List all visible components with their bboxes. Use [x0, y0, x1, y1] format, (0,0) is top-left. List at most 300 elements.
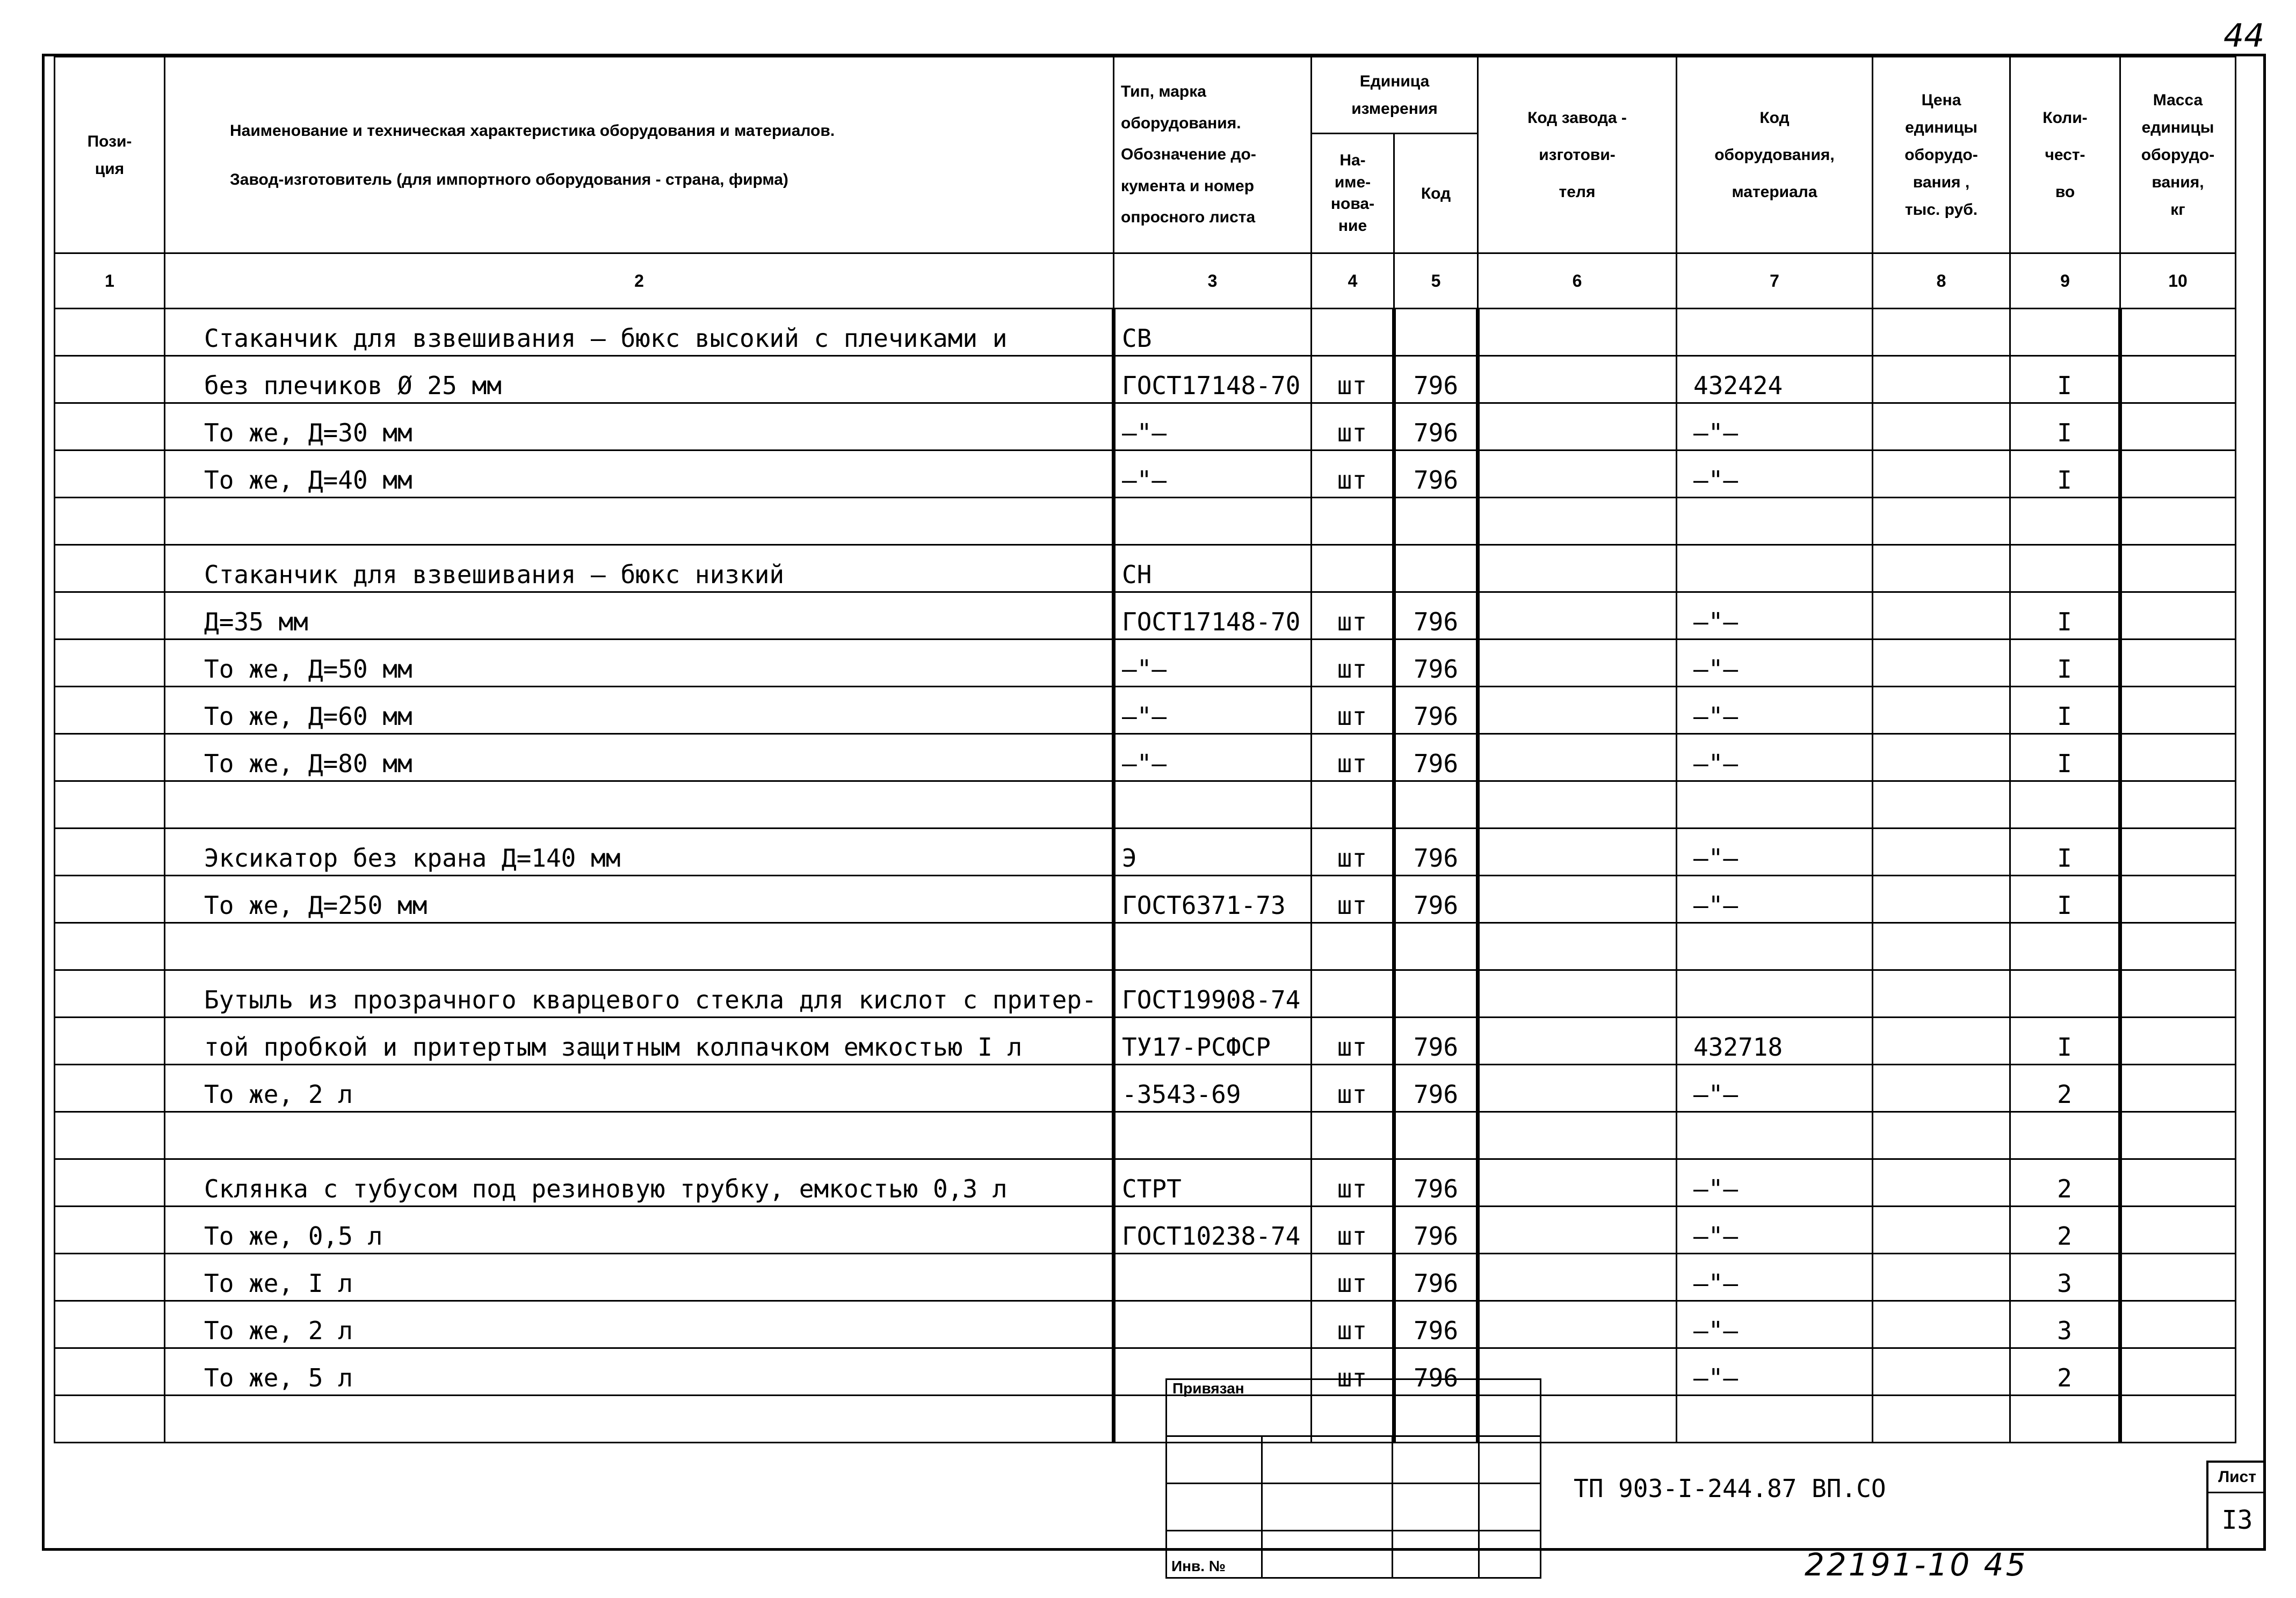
- mass-cell: [2120, 1301, 2236, 1348]
- plant-code-cell: [1478, 970, 1677, 1018]
- material-code-cell: –"–: [1677, 1065, 1873, 1112]
- unit-code-cell: 796: [1394, 734, 1478, 781]
- price-cell: [1873, 1018, 2010, 1065]
- plant-code-cell: [1478, 781, 1677, 829]
- material-code-cell: –"–: [1677, 876, 1873, 923]
- type-cell: [1114, 923, 1312, 970]
- price-cell: [1873, 356, 2010, 403]
- type-cell: СТРТ: [1114, 1159, 1312, 1207]
- colnum-3: 3: [1114, 253, 1312, 309]
- mass-cell: [2120, 309, 2236, 356]
- pos-cell: [55, 1065, 165, 1112]
- stamp-cell: [1392, 1436, 1479, 1484]
- table-row: [55, 545, 2236, 592]
- unit-code-cell: [1394, 309, 1478, 356]
- price-cell: [1873, 1396, 2010, 1443]
- name-cell: То же, 0,5 л: [165, 1207, 1114, 1254]
- unit-code-cell: 796: [1394, 876, 1478, 923]
- name-cell: То же, Д=80 мм: [165, 734, 1114, 781]
- header-unit-group: Единица измерения: [1312, 57, 1478, 134]
- plant-code-cell: [1478, 451, 1677, 498]
- pos-cell: [55, 1159, 165, 1207]
- table-row: [55, 592, 2236, 640]
- plant-code-cell: [1478, 1065, 1677, 1112]
- material-code-cell: –"–: [1677, 451, 1873, 498]
- unit-name-cell: шт: [1312, 876, 1394, 923]
- unit-name-cell: [1312, 498, 1394, 545]
- material-code-cell: 432718: [1677, 1018, 1873, 1065]
- plant-code-cell: [1478, 592, 1677, 640]
- price-cell: [1873, 1159, 2010, 1207]
- price-cell: [1873, 1112, 2010, 1159]
- colnum-10: 10: [2120, 253, 2236, 309]
- material-code-cell: –"–: [1677, 403, 1873, 451]
- header-price: Цена единицы оборудо- вания , тыс. руб.: [1873, 57, 2010, 253]
- unit-name-cell: шт: [1312, 1301, 1394, 1348]
- plant-code-cell: [1478, 498, 1677, 545]
- stamp-cell: [1392, 1531, 1479, 1578]
- price-cell: [1873, 451, 2010, 498]
- pos-cell: [55, 734, 165, 781]
- table-row: [55, 1207, 2236, 1254]
- quantity-cell: 3: [2010, 1301, 2120, 1348]
- quantity-cell: [2010, 309, 2120, 356]
- pos-cell: [55, 356, 165, 403]
- name-cell: То же, Д=40 мм: [165, 451, 1114, 498]
- mass-cell: [2120, 1348, 2236, 1396]
- unit-code-cell: [1394, 1112, 1478, 1159]
- pos-cell: [55, 1348, 165, 1396]
- name-cell: Стаканчик для взвешивания – бюкс низкий: [165, 545, 1114, 592]
- pos-cell: [55, 829, 165, 876]
- pos-cell: [55, 309, 165, 356]
- unit-name-cell: шт: [1312, 592, 1394, 640]
- type-cell: [1114, 498, 1312, 545]
- unit-name-cell: шт: [1312, 1159, 1394, 1207]
- name-cell: [165, 781, 1114, 829]
- stamp-cell: [1392, 1484, 1479, 1531]
- mass-cell: [2120, 1396, 2236, 1443]
- quantity-cell: 2: [2010, 1159, 2120, 1207]
- name-cell: [165, 1396, 1114, 1443]
- name-cell: То же, Д=60 мм: [165, 687, 1114, 734]
- pos-cell: [55, 1254, 165, 1301]
- quantity-cell: I: [2010, 451, 2120, 498]
- price-cell: [1873, 309, 2010, 356]
- type-cell: –"–: [1114, 451, 1312, 498]
- quantity-cell: I: [2010, 640, 2120, 687]
- unit-name-cell: шт: [1312, 1254, 1394, 1301]
- unit-name-cell: шт: [1312, 1207, 1394, 1254]
- quantity-cell: I: [2010, 1018, 2120, 1065]
- material-code-cell: [1677, 498, 1873, 545]
- pos-cell: [55, 687, 165, 734]
- plant-code-cell: [1478, 1301, 1677, 1348]
- plant-code-cell: [1478, 640, 1677, 687]
- quantity-cell: [2010, 781, 2120, 829]
- type-cell: –"–: [1114, 403, 1312, 451]
- quantity-cell: 3: [2010, 1254, 2120, 1301]
- stamp-cell: [1262, 1531, 1392, 1578]
- type-cell: ГОСТ17148-70: [1114, 356, 1312, 403]
- quantity-cell: [2010, 970, 2120, 1018]
- quantity-cell: I: [2010, 687, 2120, 734]
- mass-cell: [2120, 687, 2236, 734]
- unit-code-cell: 796: [1394, 1207, 1478, 1254]
- table-row: [55, 734, 2236, 781]
- quantity-cell: I: [2010, 734, 2120, 781]
- price-cell: [1873, 734, 2010, 781]
- quantity-cell: I: [2010, 356, 2120, 403]
- unit-code-cell: 796: [1394, 1254, 1478, 1301]
- price-cell: [1873, 1301, 2010, 1348]
- name-cell: То же, Д=30 мм: [165, 403, 1114, 451]
- plant-code-cell: [1478, 356, 1677, 403]
- plant-code-cell: [1478, 1112, 1677, 1159]
- plant-code-cell: [1478, 1018, 1677, 1065]
- pos-cell: [55, 1396, 165, 1443]
- plant-code-cell: [1478, 923, 1677, 970]
- plant-code-cell: [1478, 687, 1677, 734]
- price-cell: [1873, 1254, 2010, 1301]
- unit-name-cell: шт: [1312, 1018, 1394, 1065]
- quantity-cell: [2010, 1112, 2120, 1159]
- table-row: [55, 876, 2236, 923]
- unit-name-cell: шт: [1312, 1348, 1394, 1396]
- unit-name-cell: шт: [1312, 356, 1394, 403]
- type-cell: ГОСТ17148-70: [1114, 592, 1312, 640]
- mass-cell: [2120, 592, 2236, 640]
- header-unit-code: Код: [1394, 134, 1478, 253]
- colnum-9: 9: [2010, 253, 2120, 309]
- mass-cell: [2120, 1159, 2236, 1207]
- plant-code-cell: [1478, 403, 1677, 451]
- unit-code-cell: 796: [1394, 403, 1478, 451]
- type-cell: [1114, 781, 1312, 829]
- unit-name-cell: [1312, 1112, 1394, 1159]
- type-cell: [1114, 1112, 1312, 1159]
- name-cell: То же, Д=250 мм: [165, 876, 1114, 923]
- mass-cell: [2120, 734, 2236, 781]
- material-code-cell: –"–: [1677, 687, 1873, 734]
- archive-number: 22191-10 45: [1805, 1546, 2028, 1583]
- material-code-cell: –"–: [1677, 1207, 1873, 1254]
- price-cell: [1873, 970, 2010, 1018]
- pos-cell: [55, 592, 165, 640]
- pos-cell: [55, 876, 165, 923]
- colnum-5: 5: [1394, 253, 1478, 309]
- table-row: [55, 640, 2236, 687]
- pos-cell: [55, 640, 165, 687]
- mass-cell: [2120, 829, 2236, 876]
- stamp-cell: [1479, 1531, 1541, 1578]
- type-cell: –"–: [1114, 640, 1312, 687]
- pos-cell: [55, 1018, 165, 1065]
- plant-code-cell: [1478, 309, 1677, 356]
- name-cell: Эксикатор без крана Д=140 мм: [165, 829, 1114, 876]
- colnum-4: 4: [1312, 253, 1394, 309]
- plant-code-cell: [1478, 1159, 1677, 1207]
- mass-cell: [2120, 781, 2236, 829]
- unit-code-cell: 796: [1394, 592, 1478, 640]
- type-cell: СВ: [1114, 309, 1312, 356]
- unit-code-cell: [1394, 970, 1478, 1018]
- quantity-cell: [2010, 498, 2120, 545]
- material-code-cell: [1677, 545, 1873, 592]
- header-material-code: Код оборудования, материала: [1677, 57, 1873, 253]
- unit-code-cell: [1394, 545, 1478, 592]
- type-cell: Э: [1114, 829, 1312, 876]
- quantity-cell: [2010, 1396, 2120, 1443]
- mass-cell: [2120, 1207, 2236, 1254]
- price-cell: [1873, 403, 2010, 451]
- unit-name-cell: шт: [1312, 451, 1394, 498]
- price-cell: [1873, 829, 2010, 876]
- price-cell: [1873, 781, 2010, 829]
- pos-cell: [55, 1301, 165, 1348]
- quantity-cell: 2: [2010, 1207, 2120, 1254]
- material-code-cell: [1677, 970, 1873, 1018]
- type-cell: ГОСТ10238-74: [1114, 1207, 1312, 1254]
- type-cell: -3543-69: [1114, 1065, 1312, 1112]
- unit-name-cell: шт: [1312, 403, 1394, 451]
- plant-code-cell: [1478, 1207, 1677, 1254]
- unit-name-cell: [1312, 923, 1394, 970]
- material-code-cell: 432424: [1677, 356, 1873, 403]
- header-unit-name: На- име- нова- ние: [1312, 134, 1394, 253]
- pos-cell: [55, 545, 165, 592]
- unit-code-cell: 796: [1394, 829, 1478, 876]
- plant-code-cell: [1478, 734, 1677, 781]
- attachment-stamp: [1165, 1378, 1541, 1579]
- unit-code-cell: [1394, 781, 1478, 829]
- material-code-cell: –"–: [1677, 1159, 1873, 1207]
- header-plant-code: Код завода - изготови- теля: [1478, 57, 1677, 253]
- mass-cell: [2120, 640, 2236, 687]
- material-code-cell: [1677, 1112, 1873, 1159]
- name-cell: Д=35 мм: [165, 592, 1114, 640]
- stamp-cell: [1262, 1484, 1392, 1531]
- pos-cell: [55, 923, 165, 970]
- type-cell: ТУ17-РСФСР: [1114, 1018, 1312, 1065]
- stamp-cell: [1167, 1436, 1262, 1484]
- name-cell: без плечиков Ø 25 мм: [165, 356, 1114, 403]
- pos-cell: [55, 451, 165, 498]
- name-cell: То же, Д=50 мм: [165, 640, 1114, 687]
- type-cell: –"–: [1114, 687, 1312, 734]
- quantity-cell: 2: [2010, 1348, 2120, 1396]
- table-row: [55, 829, 2236, 876]
- stamp-attached-label: Привязан: [1167, 1379, 1541, 1436]
- material-code-cell: [1677, 1396, 1873, 1443]
- table-row: [55, 1018, 2236, 1065]
- material-code-cell: [1677, 923, 1873, 970]
- specification-table: [54, 56, 2236, 1443]
- unit-name-cell: [1312, 309, 1394, 356]
- mass-cell: [2120, 923, 2236, 970]
- plant-code-cell: [1478, 876, 1677, 923]
- table-row: [55, 923, 2236, 970]
- table-row: [55, 970, 2236, 1018]
- price-cell: [1873, 545, 2010, 592]
- plant-code-cell: [1478, 545, 1677, 592]
- price-cell: [1873, 498, 2010, 545]
- mass-cell: [2120, 545, 2236, 592]
- pos-cell: [55, 970, 165, 1018]
- stamp-cell: [1479, 1436, 1541, 1484]
- unit-name-cell: [1312, 781, 1394, 829]
- mass-cell: [2120, 1112, 2236, 1159]
- mass-cell: [2120, 876, 2236, 923]
- unit-code-cell: 796: [1394, 1348, 1478, 1396]
- unit-name-cell: шт: [1312, 1065, 1394, 1112]
- material-code-cell: –"–: [1677, 592, 1873, 640]
- name-cell: [165, 1112, 1114, 1159]
- mass-cell: [2120, 1065, 2236, 1112]
- unit-code-cell: [1394, 923, 1478, 970]
- name-cell: Склянка с тубусом под резиновую трубку, емкостью 0,3 л: [165, 1159, 1114, 1207]
- type-cell: –"–: [1114, 734, 1312, 781]
- material-code-cell: –"–: [1677, 734, 1873, 781]
- material-code-cell: –"–: [1677, 1254, 1873, 1301]
- type-cell: ГОСТ6371-73: [1114, 876, 1312, 923]
- price-cell: [1873, 1065, 2010, 1112]
- price-cell: [1873, 1348, 2010, 1396]
- mass-cell: [2120, 403, 2236, 451]
- colnum-6: 6: [1478, 253, 1677, 309]
- material-code-cell: [1677, 309, 1873, 356]
- price-cell: [1873, 876, 2010, 923]
- document-code: ТП 903-I-244.87 ВП.СО: [1574, 1474, 1886, 1503]
- name-cell: То же, 5 л: [165, 1348, 1114, 1396]
- pos-cell: [55, 498, 165, 545]
- table-row: [55, 1301, 2236, 1348]
- mass-cell: [2120, 1018, 2236, 1065]
- mass-cell: [2120, 498, 2236, 545]
- unit-code-cell: 796: [1394, 1065, 1478, 1112]
- unit-name-cell: [1312, 545, 1394, 592]
- sheet-number: I3: [2221, 1505, 2253, 1535]
- mass-cell: [2120, 970, 2236, 1018]
- name-cell: То же, 2 л: [165, 1065, 1114, 1112]
- quantity-cell: [2010, 923, 2120, 970]
- pos-cell: [55, 1112, 165, 1159]
- colnum-8: 8: [1873, 253, 2010, 309]
- material-code-cell: –"–: [1677, 1348, 1873, 1396]
- header-quantity: Коли- чест- во: [2010, 57, 2120, 253]
- sheet-number-box: [2206, 1461, 2266, 1551]
- plant-code-cell: [1478, 1254, 1677, 1301]
- name-cell: Стаканчик для взвешивания – бюкс высокий с плечиками и: [165, 309, 1114, 356]
- table-row: [55, 356, 2236, 403]
- name-cell: [165, 498, 1114, 545]
- table-row: [55, 1396, 2236, 1443]
- price-cell: [1873, 1207, 2010, 1254]
- header-mass: Масса единицы оборудо- вания, кг: [2120, 57, 2236, 253]
- unit-name-cell: шт: [1312, 734, 1394, 781]
- table-row: [55, 1159, 2236, 1207]
- header-name: Наименование и техническая характеристика оборудования и материалов. Завод-изготовитель (для импортного оборудования - страна, фирма): [165, 57, 1114, 253]
- table-row: [55, 1065, 2236, 1112]
- table-row: [55, 1254, 2236, 1301]
- price-cell: [1873, 687, 2010, 734]
- quantity-cell: I: [2010, 829, 2120, 876]
- table-row: [55, 498, 2236, 545]
- table-row: [55, 1112, 2236, 1159]
- table-row: [55, 1348, 2236, 1396]
- material-code-cell: –"–: [1677, 1301, 1873, 1348]
- unit-code-cell: 796: [1394, 687, 1478, 734]
- mass-cell: [2120, 1254, 2236, 1301]
- table-row: [55, 781, 2236, 829]
- colnum-7: 7: [1677, 253, 1873, 309]
- type-cell: [1114, 1254, 1312, 1301]
- unit-code-cell: 796: [1394, 356, 1478, 403]
- unit-name-cell: [1312, 970, 1394, 1018]
- stamp-cell: [1262, 1436, 1392, 1484]
- header-type: Тип, марка оборудования. Обозначение до- кумента и номер опросного листа: [1114, 57, 1312, 253]
- price-cell: [1873, 592, 2010, 640]
- unit-code-cell: 796: [1394, 1301, 1478, 1348]
- quantity-cell: I: [2010, 592, 2120, 640]
- header-position: Пози- ция: [55, 57, 165, 253]
- unit-code-cell: 796: [1394, 1159, 1478, 1207]
- stamp-cell: [1479, 1484, 1541, 1531]
- type-cell: СН: [1114, 545, 1312, 592]
- table-row: [55, 403, 2236, 451]
- colnum-2: 2: [165, 253, 1114, 309]
- mass-cell: [2120, 356, 2236, 403]
- unit-code-cell: 796: [1394, 1018, 1478, 1065]
- stamp-cell: [1167, 1484, 1262, 1531]
- name-cell: То же, I л: [165, 1254, 1114, 1301]
- material-code-cell: –"–: [1677, 640, 1873, 687]
- quantity-cell: I: [2010, 403, 2120, 451]
- stamp-inv-label: Инв. №: [1167, 1531, 1262, 1578]
- unit-name-cell: шт: [1312, 687, 1394, 734]
- name-cell: [165, 923, 1114, 970]
- pos-cell: [55, 1207, 165, 1254]
- quantity-cell: 2: [2010, 1065, 2120, 1112]
- colnum-1: 1: [55, 253, 165, 309]
- quantity-cell: [2010, 545, 2120, 592]
- mass-cell: [2120, 451, 2236, 498]
- plant-code-cell: [1478, 829, 1677, 876]
- pos-cell: [55, 781, 165, 829]
- table-row: [55, 687, 2236, 734]
- unit-code-cell: 796: [1394, 640, 1478, 687]
- price-cell: [1873, 923, 2010, 970]
- type-cell: ГОСТ19908-74: [1114, 970, 1312, 1018]
- table-row: [55, 451, 2236, 498]
- sheet-label: Лист: [2208, 1463, 2266, 1493]
- material-code-cell: [1677, 781, 1873, 829]
- unit-code-cell: [1394, 498, 1478, 545]
- name-cell: той пробкой и притертым защитным колпачком емкостью I л: [165, 1018, 1114, 1065]
- material-code-cell: –"–: [1677, 829, 1873, 876]
- price-cell: [1873, 640, 2010, 687]
- pos-cell: [55, 403, 165, 451]
- type-cell: [1114, 1301, 1312, 1348]
- name-cell: То же, 2 л: [165, 1301, 1114, 1348]
- unit-code-cell: 796: [1394, 451, 1478, 498]
- page-number: 44: [2223, 17, 2265, 55]
- unit-name-cell: шт: [1312, 640, 1394, 687]
- quantity-cell: I: [2010, 876, 2120, 923]
- table-row: [55, 309, 2236, 356]
- name-cell: Бутыль из прозрачного кварцевого стекла для кислот с притер-: [165, 970, 1114, 1018]
- unit-name-cell: шт: [1312, 829, 1394, 876]
